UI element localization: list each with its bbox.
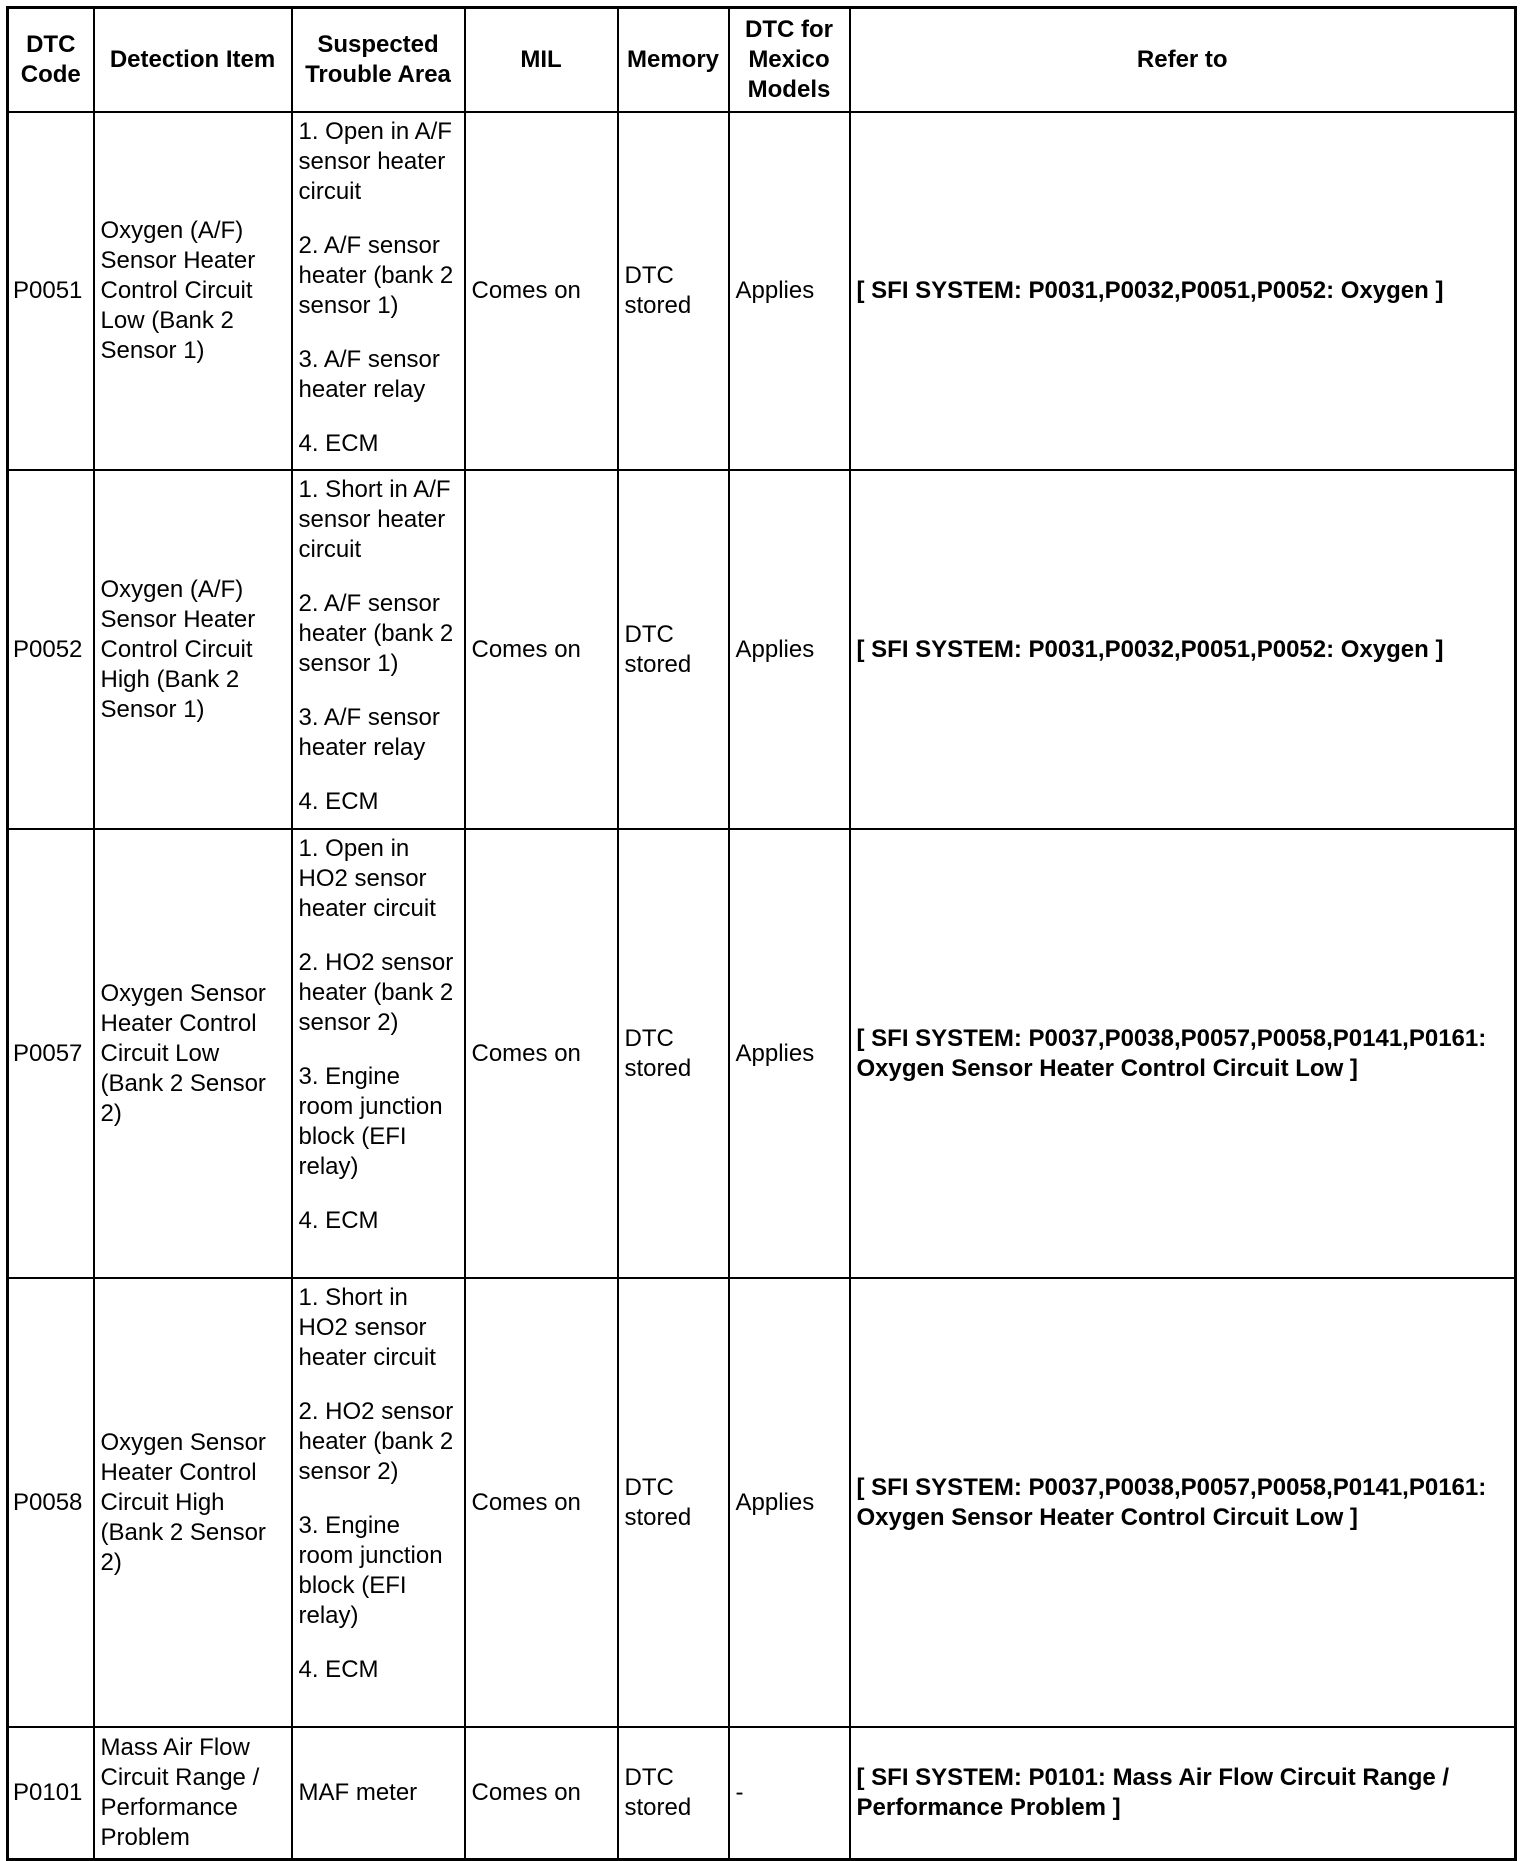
mil-cell: Comes on [465, 1278, 618, 1727]
refer-to-cell: [ SFI SYSTEM: P0031,P0032,P0051,P0052: Oxygen ] [850, 112, 1516, 470]
trouble-area-item: 1. Short in A/F sensor heater circuit [298, 476, 451, 563]
trouble-area-item: 3. A/F sensor heater relay [298, 704, 440, 761]
dtc-code-cell: P0058 [8, 1278, 94, 1727]
mexico-cell: - [729, 1727, 850, 1859]
mil-cell: Comes on [465, 112, 618, 470]
header-dtc-code: DTC Code [8, 8, 94, 113]
memory-cell: DTC stored [618, 112, 729, 470]
memory-cell: DTC stored [618, 1278, 729, 1727]
trouble-area-cell [292, 1278, 465, 1727]
refer-to-cell: [ SFI SYSTEM: P0031,P0032,P0051,P0052: Oxygen ] [850, 470, 1516, 829]
trouble-area-cell [292, 1727, 465, 1859]
trouble-area-item: 2. HO2 sensor heater (bank 2 sensor 2) [298, 1398, 454, 1485]
mil-cell: Comes on [465, 1727, 618, 1859]
trouble-area-item: MAF meter [298, 1778, 418, 1806]
memory-cell: DTC stored [618, 829, 729, 1278]
table-row [8, 470, 1516, 829]
memory-cell: DTC stored [618, 1727, 729, 1859]
trouble-area-item: 3. Engine room junction block (EFI relay) [298, 1063, 443, 1180]
trouble-area-item: 2. A/F sensor heater (bank 2 sensor 1) [298, 232, 454, 319]
trouble-area-cell [292, 470, 465, 829]
header-row [8, 8, 1516, 113]
mil-cell: Comes on [465, 470, 618, 829]
trouble-area-item: 4. ECM [298, 430, 379, 457]
mexico-cell: Applies [729, 470, 850, 829]
header-refer-to: Refer to [850, 8, 1516, 113]
trouble-area-cell [292, 112, 465, 470]
trouble-area-cell [292, 829, 465, 1278]
dtc-code-cell: P0101 [8, 1727, 94, 1859]
header-detection-item: Detection Item [94, 8, 292, 113]
mexico-cell: Applies [729, 829, 850, 1278]
trouble-area-item: 2. A/F sensor heater (bank 2 sensor 1) [298, 590, 454, 677]
dtc-table [6, 6, 1517, 1861]
trouble-area-item: 1. Short in HO2 sensor heater circuit [298, 1284, 436, 1371]
detection-item-cell: Oxygen (A/F) Sensor Heater Control Circuit Low (Bank 2 Sensor 1) [94, 112, 292, 470]
table-row [8, 829, 1516, 1278]
dtc-code-cell: P0052 [8, 470, 94, 829]
detection-item-cell: Oxygen Sensor Heater Control Circuit Low (Bank 2 Sensor 2) [94, 829, 292, 1278]
table-row [8, 1727, 1516, 1859]
memory-cell: DTC stored [618, 470, 729, 829]
mexico-cell: Applies [729, 1278, 850, 1727]
header-dtc-for-mexico-models: DTC for Mexico Models [729, 8, 850, 113]
dtc-code-cell: P0057 [8, 829, 94, 1278]
trouble-area-item: 4. ECM [298, 1656, 379, 1683]
mexico-cell: Applies [729, 112, 850, 470]
mil-cell: Comes on [465, 829, 618, 1278]
trouble-area-item: 1. Open in A/F sensor heater circuit [298, 118, 452, 205]
header-mil: MIL [465, 8, 618, 113]
table-row [8, 1278, 1516, 1727]
detection-item-cell: Oxygen Sensor Heater Control Circuit High (Bank 2 Sensor 2) [94, 1278, 292, 1727]
detection-item-cell: Mass Air Flow Circuit Range / Performance Problem [94, 1727, 292, 1859]
trouble-area-item: 4. ECM [298, 1207, 379, 1234]
refer-to-cell: [ SFI SYSTEM: P0101: Mass Air Flow Circuit Range / Performance Problem ] [850, 1727, 1516, 1859]
trouble-area-item: 3. A/F sensor heater relay [298, 346, 440, 403]
refer-to-cell: [ SFI SYSTEM: P0037,P0038,P0057,P0058,P0141,P0161: Oxygen Sensor Heater Control Circuit Low ] [850, 829, 1516, 1278]
trouble-area-item: 1. Open in HO2 sensor heater circuit [298, 835, 436, 922]
refer-to-cell: [ SFI SYSTEM: P0037,P0038,P0057,P0058,P0141,P0161: Oxygen Sensor Heater Control Circuit Low ] [850, 1278, 1516, 1727]
table-row [8, 112, 1516, 470]
trouble-area-item: 3. Engine room junction block (EFI relay) [298, 1512, 443, 1629]
header-suspected-trouble-area: Suspected Trouble Area [292, 8, 465, 113]
trouble-area-item: 2. HO2 sensor heater (bank 2 sensor 2) [298, 949, 454, 1036]
detection-item-cell: Oxygen (A/F) Sensor Heater Control Circuit High (Bank 2 Sensor 1) [94, 470, 292, 829]
header-memory: Memory [618, 8, 729, 113]
dtc-code-cell: P0051 [8, 112, 94, 470]
trouble-area-item: 4. ECM [298, 788, 379, 815]
